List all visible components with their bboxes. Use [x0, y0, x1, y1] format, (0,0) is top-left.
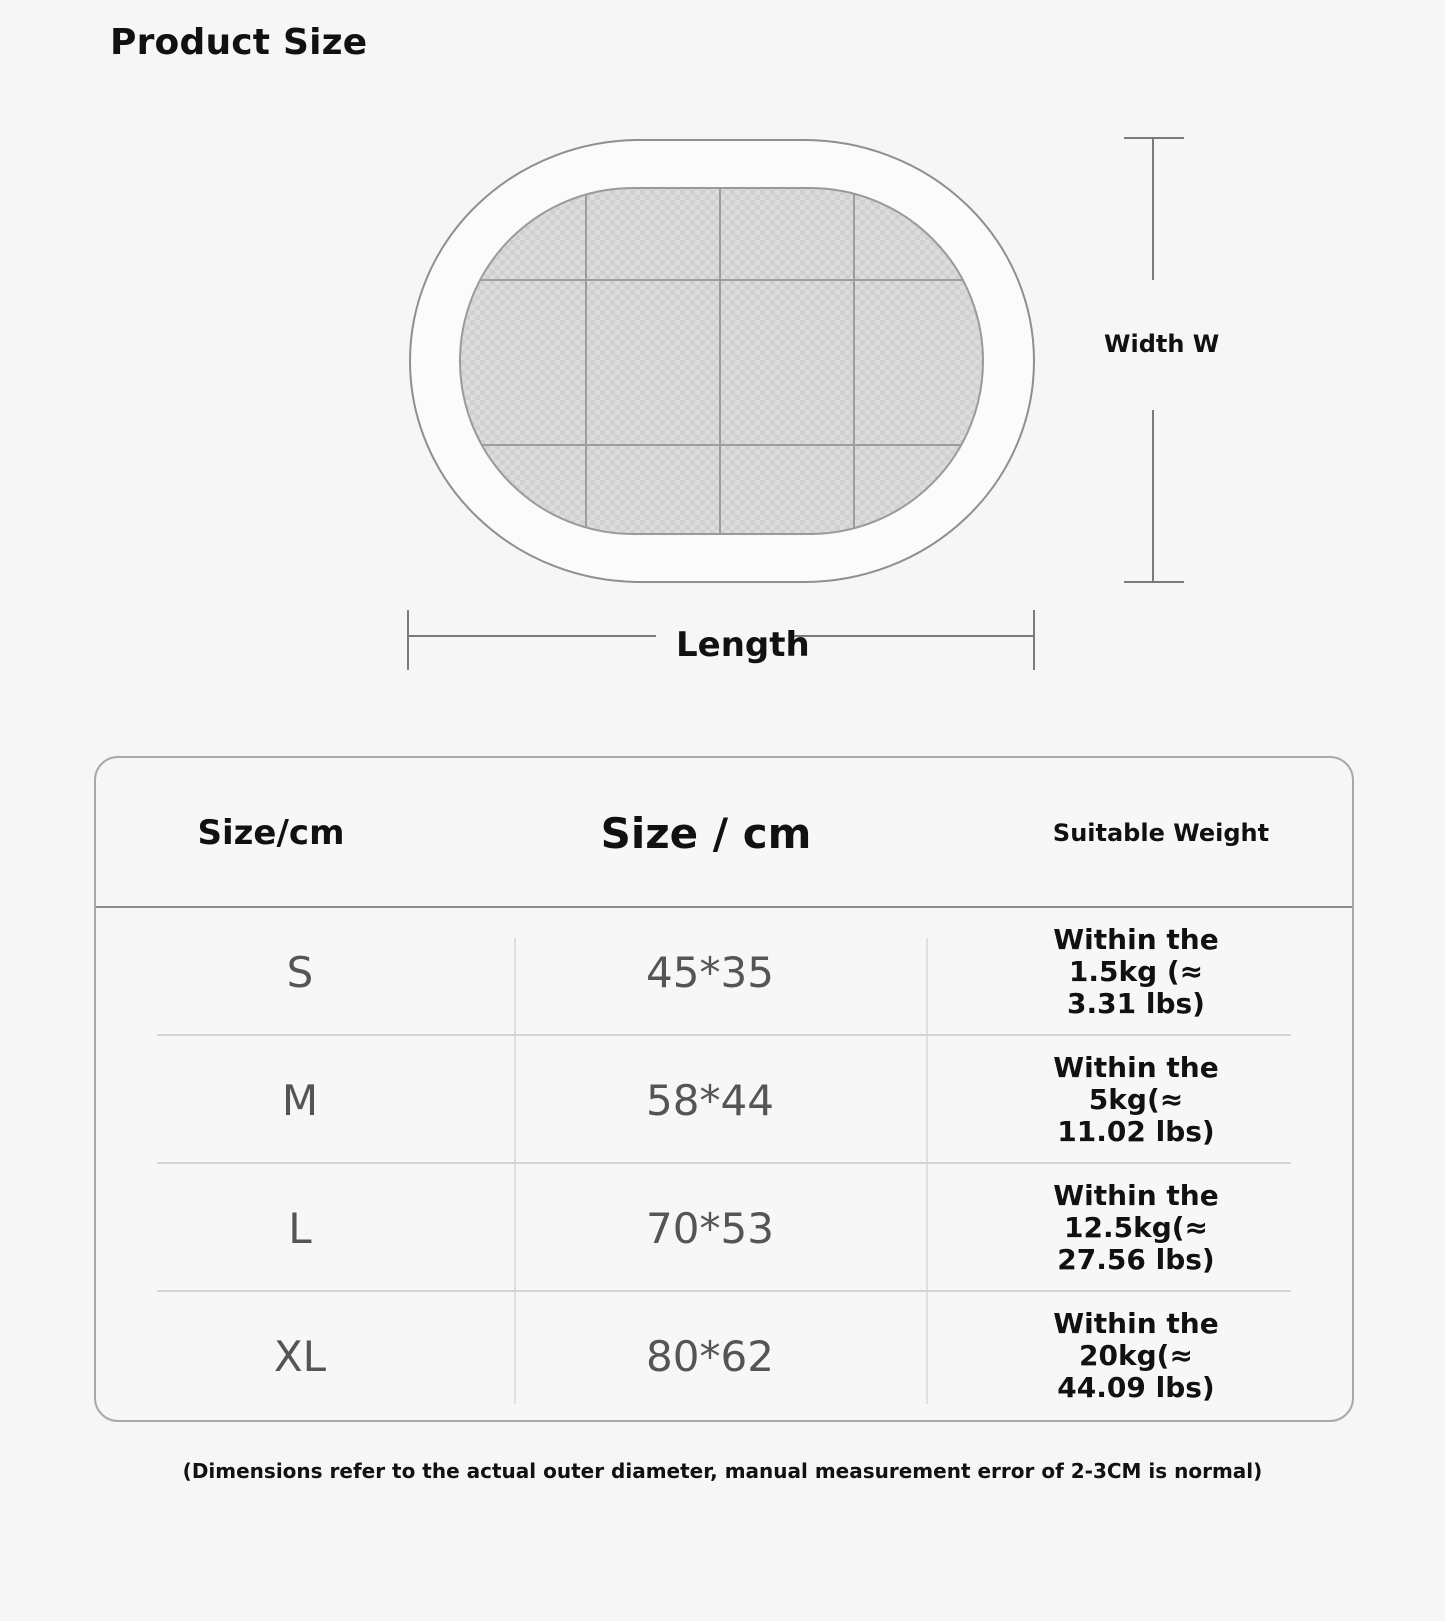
table-header — [96, 758, 1352, 908]
header-weight: Suitable Weight — [1052, 819, 1270, 847]
footnote: (Dimensions refer to the actual outer diameter, manual measurement error of 2-3CM is normal) — [182, 1459, 1263, 1483]
table-row — [96, 1036, 1352, 1164]
weight-text: Within the 1.5kg (≈ 3.31 lbs) — [1053, 922, 1219, 1021]
weight-cell — [916, 1036, 1356, 1164]
length-label: Length — [676, 625, 810, 665]
table-row — [96, 1164, 1352, 1292]
dimensions-cell: 45*35 — [646, 947, 774, 997]
weight-text: Within the 12.5kg(≈ 27.56 lbs) — [1053, 1178, 1219, 1277]
size-cell: XL — [273, 1331, 327, 1381]
weight-cell — [916, 1292, 1356, 1420]
table-row — [96, 1292, 1352, 1420]
table-row — [96, 908, 1352, 1036]
weight-cell — [916, 1164, 1356, 1292]
bed-diagram — [0, 0, 1445, 700]
size-cell: M — [281, 1075, 319, 1125]
cushion — [460, 188, 983, 534]
bed-outline — [410, 140, 1034, 582]
size-table — [94, 756, 1354, 1422]
weight-cell — [916, 908, 1356, 1036]
header-size: Size/cm — [197, 813, 345, 853]
size-cell: L — [288, 1203, 312, 1253]
dimensions-cell: 58*44 — [646, 1075, 774, 1125]
weight-text: Within the 5kg(≈ 11.02 lbs) — [1053, 1050, 1219, 1149]
dimensions-cell: 80*62 — [646, 1331, 774, 1381]
weight-text: Within the 20kg(≈ 44.09 lbs) — [1053, 1306, 1219, 1405]
width-label: Width W — [1104, 330, 1220, 358]
header-dimensions: Size / cm — [600, 808, 812, 858]
dimensions-cell: 70*53 — [646, 1203, 774, 1253]
size-cell: S — [286, 947, 314, 997]
page-title: Product Size — [110, 22, 368, 63]
